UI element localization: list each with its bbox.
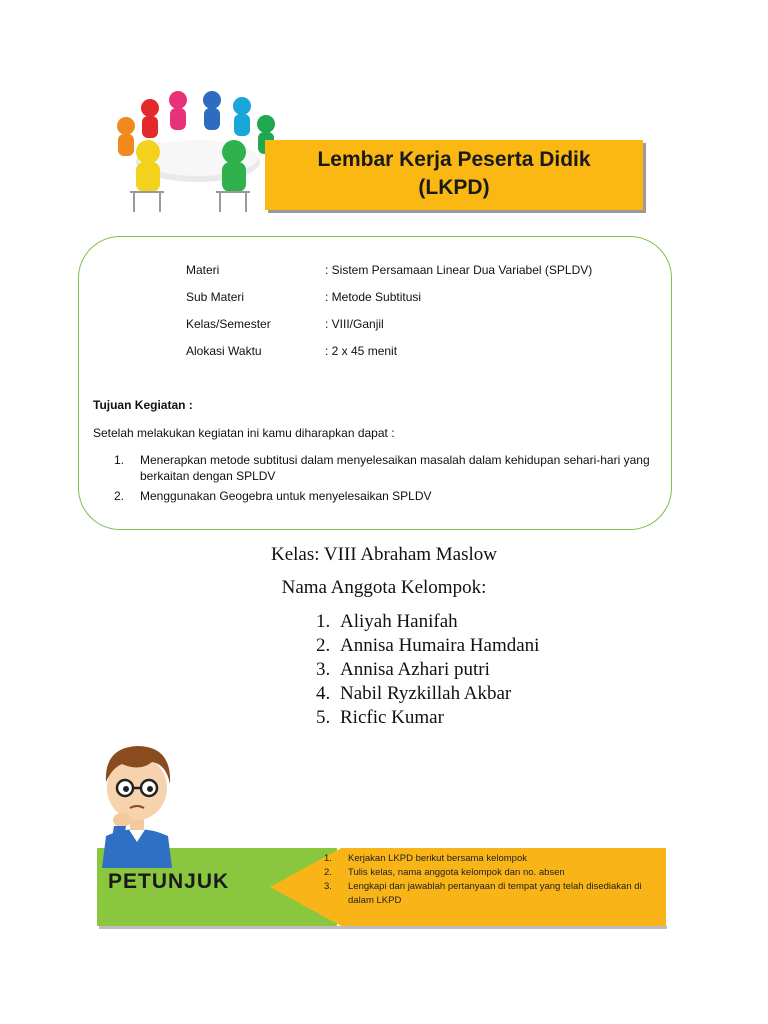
member-number: 5. <box>316 707 331 728</box>
petunjuk-item <box>324 866 660 880</box>
page-title <box>265 146 643 202</box>
member-name: Ricfic Kumar <box>340 707 444 728</box>
member-number: 2. <box>316 635 331 656</box>
thinking-boy-illustration <box>92 738 182 868</box>
member-name: Nabil Ryzkillah Akbar <box>340 683 512 704</box>
info-label: Kelas/Semester <box>186 317 271 331</box>
petunjuk-shadow <box>99 926 667 929</box>
member-number: 4. <box>316 683 331 704</box>
member-name: Annisa Humaira Hamdani <box>340 635 540 656</box>
member-list <box>316 610 539 730</box>
member-number: 1. <box>316 611 331 632</box>
info-label: Materi <box>186 263 220 277</box>
class-line: Kelas: VIII Abraham Maslow <box>270 544 497 565</box>
petunjuk-number: 2. <box>324 867 332 878</box>
info-label: Sub Materi <box>186 290 245 304</box>
petunjuk-number: 3. <box>324 881 332 892</box>
petunjuk-number: 1. <box>324 853 332 864</box>
petunjuk-text: Tulis kelas, nama anggota kelompok dan no. absen <box>348 867 565 878</box>
petunjuk-text: Lengkapi dan jawablah pertanyaan di tempat yang telah disediakan di dalam LKPD <box>348 881 642 906</box>
info-label: Alokasi Waktu <box>186 344 262 358</box>
goal-list <box>114 452 664 508</box>
member-item <box>316 682 539 706</box>
goal-text: Menggunakan Geogebra untuk menyelesaikan SPLDV <box>140 489 432 503</box>
goal-heading: Tujuan Kegiatan : <box>93 398 193 412</box>
member-item <box>316 706 539 730</box>
member-item <box>316 658 539 682</box>
goal-item <box>114 488 664 504</box>
member-item <box>316 634 539 658</box>
petunjuk-text: Kerjakan LKPD berikut bersama kelompok <box>348 853 528 864</box>
goal-item <box>114 452 664 484</box>
members-heading: Nama Anggota Kelompok: <box>281 577 487 598</box>
goal-text: Menerapkan metode subtitusi dalam menyelesaikan masalah dalam kehidupan sehari-hari yang berkaitan dengan SPLDV <box>140 453 650 483</box>
petunjuk-item <box>324 852 660 866</box>
member-number: 3. <box>316 659 331 680</box>
title-line-1: Lembar Kerja Peserta Didik <box>317 148 591 171</box>
goal-number: 1. <box>114 453 125 467</box>
member-name: Annisa Azhari putri <box>340 659 490 680</box>
info-value: : Metode Subtitusi <box>325 290 422 304</box>
petunjuk-list <box>324 852 660 908</box>
team-meeting-illustration <box>106 88 288 222</box>
petunjuk-item <box>324 880 660 908</box>
goal-number: 2. <box>114 489 125 503</box>
title-line-2: (LKPD) <box>418 176 490 199</box>
petunjuk-title: PETUNJUK <box>108 870 230 893</box>
member-name: Aliyah Hanifah <box>340 611 458 632</box>
goal-intro: Setelah melakukan kegiatan ini kamu diharapkan dapat : <box>93 426 395 440</box>
info-value: : VIII/Ganjil <box>325 317 384 331</box>
info-value: : Sistem Persamaan Linear Dua Variabel (SPLDV) <box>325 263 593 277</box>
info-value: : 2 x 45 menit <box>325 344 398 358</box>
member-item <box>316 610 539 634</box>
